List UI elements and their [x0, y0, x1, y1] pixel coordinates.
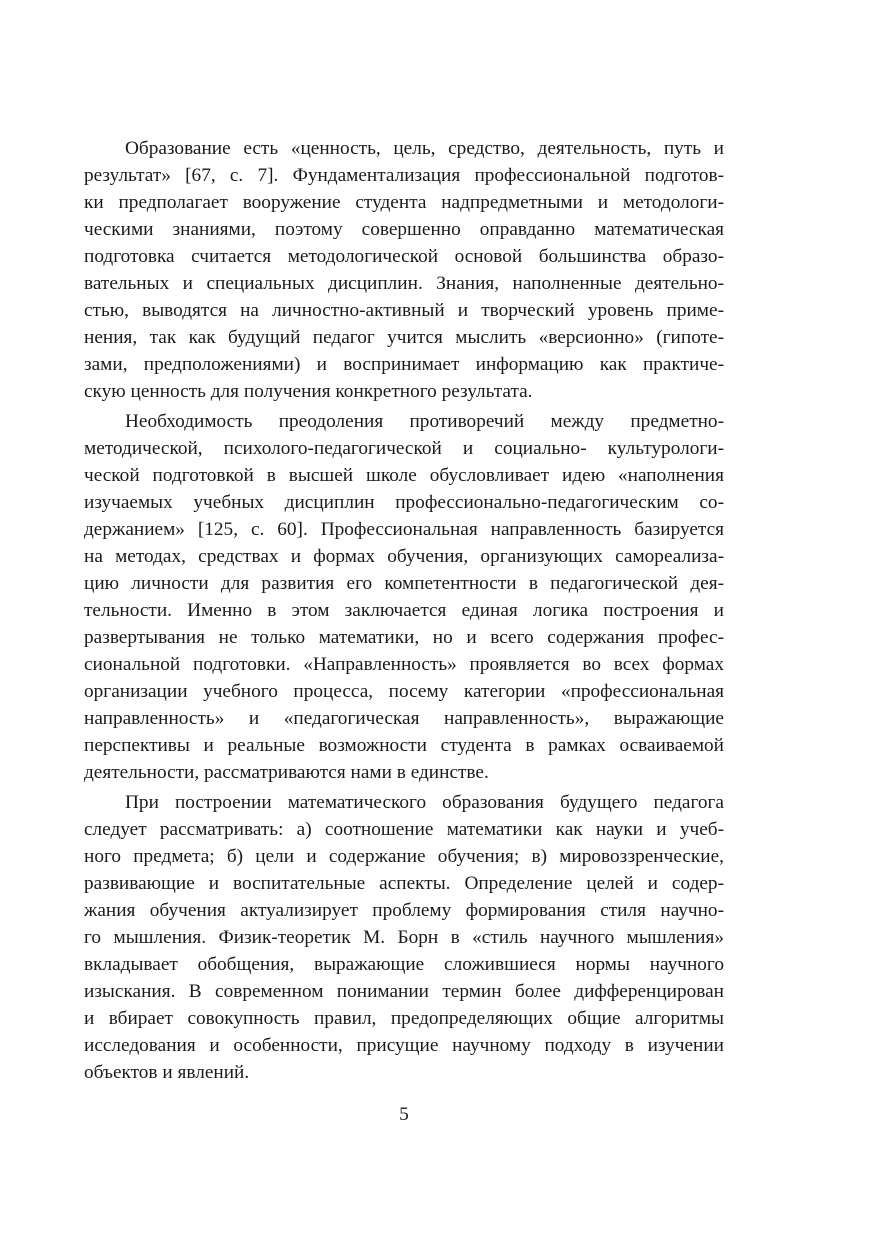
- text-line: методической, психолого-педагогической и социально- культурологи-: [84, 438, 724, 459]
- text-line: на методах, средствах и формах обучения, организующих самореализа-: [84, 546, 724, 567]
- text-line: деятельности, рассматриваются нами в единстве.: [84, 762, 489, 783]
- text-line: Образование есть «ценность, цель, средство, деятельность, путь и: [125, 138, 724, 159]
- text-line: ки предполагает вооружение студента надпредметными и методологи-: [84, 192, 724, 213]
- text-line: ного предмета; б) цели и содержание обучения; в) мировоззренческие,: [84, 846, 724, 867]
- text-line: ческими знаниями, поэтому совершенно оправданно математическая: [84, 219, 724, 240]
- text-line: подготовка считается методологической основой большинства образо-: [84, 246, 724, 267]
- text-line: При построении математического образования будущего педагога: [125, 792, 724, 813]
- text-line: держанием» [125, с. 60]. Профессиональная направленность базируется: [84, 519, 724, 540]
- text-line: жания обучения актуализирует проблему формирования стиля научно-: [84, 900, 724, 921]
- text-line: тельности. Именно в этом заключается единая логика построения и: [84, 600, 724, 621]
- text-line: го мышления. Физик-теоретик М. Борн в «стиль научного мышления»: [84, 927, 724, 948]
- text-line: организации учебного процесса, посему категории «профессиональная: [84, 681, 724, 702]
- text-line: перспективы и реальные возможности студента в рамках осваиваемой: [84, 735, 724, 756]
- text-line: развивающие и воспитательные аспекты. Определение целей и содер-: [84, 873, 724, 894]
- text-line: изучаемых учебных дисциплин профессионально-педагогическим со-: [84, 492, 724, 513]
- text-line: сиональной подготовки. «Направленность» проявляется во всех формах: [84, 654, 724, 675]
- text-line: Необходимость преодоления противоречий между предметно-: [125, 411, 724, 432]
- text-line: цию личности для развития его компетентности в педагогической дея-: [84, 573, 724, 594]
- text-line: изыскания. В современном понимании термин более дифференцирован: [84, 981, 724, 1002]
- text-line: следует рассматривать: а) соотношение математики как науки и учеб-: [84, 819, 724, 840]
- page-number: 5: [399, 1104, 409, 1125]
- text-line: стью, выводятся на личностно-активный и творческий уровень приме-: [84, 300, 724, 321]
- text-line: и вбирает совокупность правил, предопределяющих общие алгоритмы: [84, 1008, 724, 1029]
- text-line: развертывания не только математики, но и всего содержания профес-: [84, 627, 724, 648]
- paragraph-2: [84, 408, 724, 786]
- paragraph-3: [84, 789, 724, 1086]
- text-line: исследования и особенности, присущие научному подходу в изучении: [84, 1035, 724, 1056]
- text-line: направленность» и «педагогическая направленность», выражающие: [84, 708, 724, 729]
- text-line: объектов и явлений.: [84, 1062, 250, 1083]
- text-line: скую ценность для получения конкретного результата.: [84, 381, 533, 402]
- text-line: вательных и специальных дисциплин. Знания, наполненные деятельно-: [84, 273, 724, 294]
- text-line: нения, так как будущий педагог учится мыслить «версионно» (гипоте-: [84, 327, 724, 348]
- text-line: результат» [67, с. 7]. Фундаментализация профессиональной подготов-: [84, 165, 724, 186]
- text-line: вкладывает обобщения, выражающие сложившиеся нормы научного: [84, 954, 724, 975]
- text-line: ческой подготовкой в высшей школе обусловливает идею «наполнения: [84, 465, 724, 486]
- text-line: зами, предположениями) и воспринимает информацию как практиче-: [84, 354, 724, 375]
- paragraph-1: [84, 135, 724, 405]
- body-text: [84, 135, 724, 1089]
